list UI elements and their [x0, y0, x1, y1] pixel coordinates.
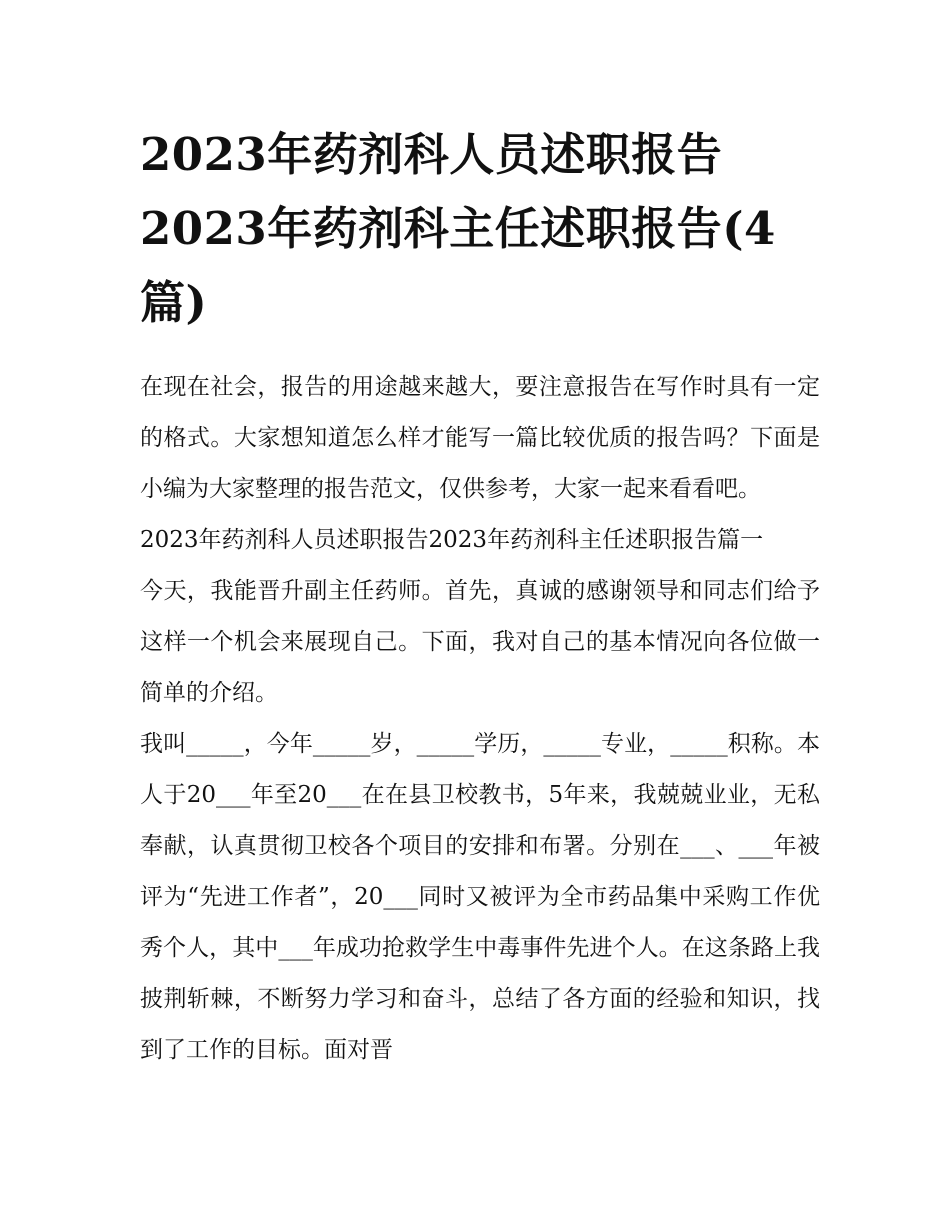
document-title: 2023年药剂科人员述职报告2023年药剂科主任述职报告(4篇) [140, 128, 776, 329]
body-paragraph: 我叫_____，今年_____岁，_____学历，_____专业，_____积称。本人于20___年至20___在在县卫校教书，5年来，我兢兢业业，无私奉献，认真贯彻卫校各个项目的安排和布署。分别在___、___年被评为“先进工作者”，20___同时又被评为全市药品集中采购工作优秀个人，其中___年成功抢救学生中毒事件先进个人。在这条路上我披荆斩棘，不断努力学习和奋斗，总结了各方面的经验和知识，找到了工作的目标。面对晋 [140, 731, 820, 1063]
section-heading: 2023年药剂科人员述职报告2023年药剂科主任述职报告篇一 [140, 527, 764, 553]
document-page [140, 118, 820, 1076]
body-paragraph: 今天，我能晋升副主任药师。首先，真诚的感谢领导和同志们给予这样一个机会来展现自己。下面，我对自己的基本情况向各位做一简单的介绍。 [140, 578, 820, 706]
intro-paragraph: 在现在社会，报告的用途越来越大，要注意报告在写作时具有一定的格式。大家想知道怎么样才能写一篇比较优质的报告吗？下面是小编为大家整理的报告范文，仅供参考，大家一起来看看吧。 [140, 374, 820, 502]
